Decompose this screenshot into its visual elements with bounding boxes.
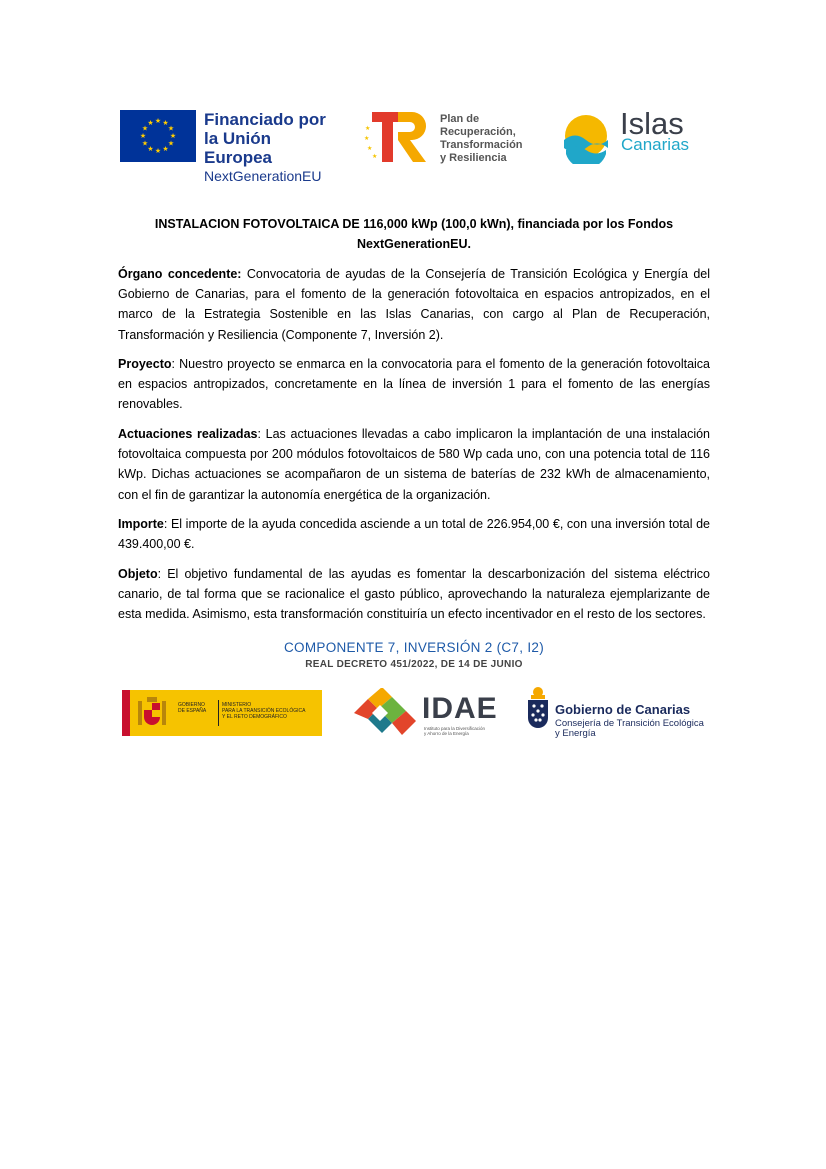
section-label: Actuaciones realizadas [118,427,258,441]
section-importe [118,514,710,554]
section-organo [118,264,710,345]
canarias-coat-of-arms-icon [525,686,551,734]
section-text: Convocatoria de ayudas de la Consejería de Transición Ecológica y Energía del Gobierno de Canarias, para el fomento de la generación fotovoltaica en espacios antropizados, en el marco de la Estrategia Sostenible en las Islas Canarias, con cargo al Plan de Recuperación, Transformación y Resiliencia (Componente 7, Inversión 2). [118,267,711,342]
islas-logo-line2: Canarias [621,135,690,154]
idae-sub1: Instituto para la Diversificación [424,726,486,731]
svg-text:★: ★ [147,119,154,127]
section-label: Proyecto [118,357,172,371]
eu-logo-line3: NextGenerationEU [204,168,322,184]
gob-canarias-line3: y Energía [555,728,596,739]
section-text: : Nuestro proyecto se enmarca en la convocatoria para el fomento de la generación fotovoltaica en espacios antropizados, concretamente en la línea de inversión 1 para el fomento de las energías renovables. [118,357,710,412]
idae-wordmark: IDAE [422,692,498,725]
prtr-line2: Recuperación, [440,126,516,138]
islas-logo-line1: Islas [620,106,684,141]
section-text: : El objetivo fundamental de las ayudas es fomentar la descarbonización del sistema eléctrico canario, de tal forma que se racionalice el gasto público, aprovechando la naturaleza ejemplarizante de esta medida. Asimismo, esta transformación constituiría un efecto incentivador en el resto de los sectores. [118,567,710,622]
section-proyecto [118,354,710,415]
component-heading: COMPONENTE 7, INVERSIÓN 2 (C7, I2) [284,640,544,655]
ministerio-line1: MINISTERIO [222,702,252,708]
eu-logo-line2: la Unión Europea [204,129,273,167]
gob-canarias-line2: Consejería de Transición Ecológica [555,718,704,729]
idae-knot-icon [350,688,418,738]
section-objeto [118,564,710,625]
section-text: : Las actuaciones llevadas a cabo implicaron la implantación de una instalación fotovoltaica compuesta por 200 módulos fotovoltaicos de 580 Wp cada uno, con una potencia total de 116 kWp. Dichas actuaciones se acompañaron de un sistema de baterías de 232 kWh de almacenamiento, con el fin de garantizar la autonomía energética de la organización. [118,427,711,502]
idae-logo [350,688,498,740]
gob-canarias-line1: Gobierno de Canarias [555,702,691,717]
divider [218,700,219,726]
svg-text:★: ★ [372,153,378,160]
svg-text:★: ★ [162,145,169,153]
ministerio-line2: PARA LA TRANSICIÓN ECOLÓGICA [222,708,306,714]
decree-line: REAL DECRETO 451/2022, DE 14 DE JUNIO [305,659,523,670]
svg-text:★: ★ [167,139,175,148]
prtr-line3: Transformación [440,139,523,151]
svg-text:★: ★ [167,124,175,133]
svg-text:★: ★ [169,132,177,140]
prtr-logo [364,108,539,168]
gobierno-espana-logo [122,690,322,736]
svg-text:★: ★ [139,132,147,140]
svg-text:★: ★ [141,124,149,133]
prtr-tr-icon [364,108,434,166]
section-label: Importe [118,517,164,531]
svg-text:★: ★ [147,145,154,153]
gob-espana-line1: GOBIERNO [178,702,205,708]
sun-sea-icon [562,112,618,164]
svg-text:★: ★ [162,119,169,127]
document-title-line1: INSTALACION FOTOVOLTAICA DE 116,000 kWp (100,0 kWn), financiada por los Fondos [154,217,674,231]
eu-funding-logo [120,110,340,184]
svg-text:★: ★ [154,147,162,155]
document-title-line2: NextGenerationEU. [357,237,471,251]
eu-flag-icon [120,110,196,162]
gob-espana-line2: DE ESPAÑA [178,708,207,714]
svg-text:★: ★ [154,117,162,125]
prtr-line4: y Resiliencia [440,152,507,164]
section-label: Órgano concedente: [118,267,242,281]
section-label: Objeto [118,567,158,581]
section-text: : El importe de la ayuda concedida asciende a un total de 226.954,00 €, con una inversión total de 439.400,00 €. [118,517,710,552]
prtr-line1: Plan de [440,113,480,125]
ministerio-line3: Y EL RETO DEMOGRÁFICO [222,714,287,720]
section-actuaciones [118,424,710,505]
svg-text:★: ★ [364,135,370,142]
document-title [118,214,710,254]
islas-canarias-logo [562,106,712,168]
svg-text:★: ★ [367,145,373,152]
svg-text:★: ★ [141,139,149,148]
svg-text:★: ★ [365,125,371,132]
gobierno-canarias-logo [525,686,715,742]
spain-flag-stripe [122,690,130,736]
eu-logo-line1: Financiado por [204,110,326,129]
idae-sub2: y Ahorro de la Energía [424,731,469,736]
spain-coat-of-arms-icon [134,695,170,731]
